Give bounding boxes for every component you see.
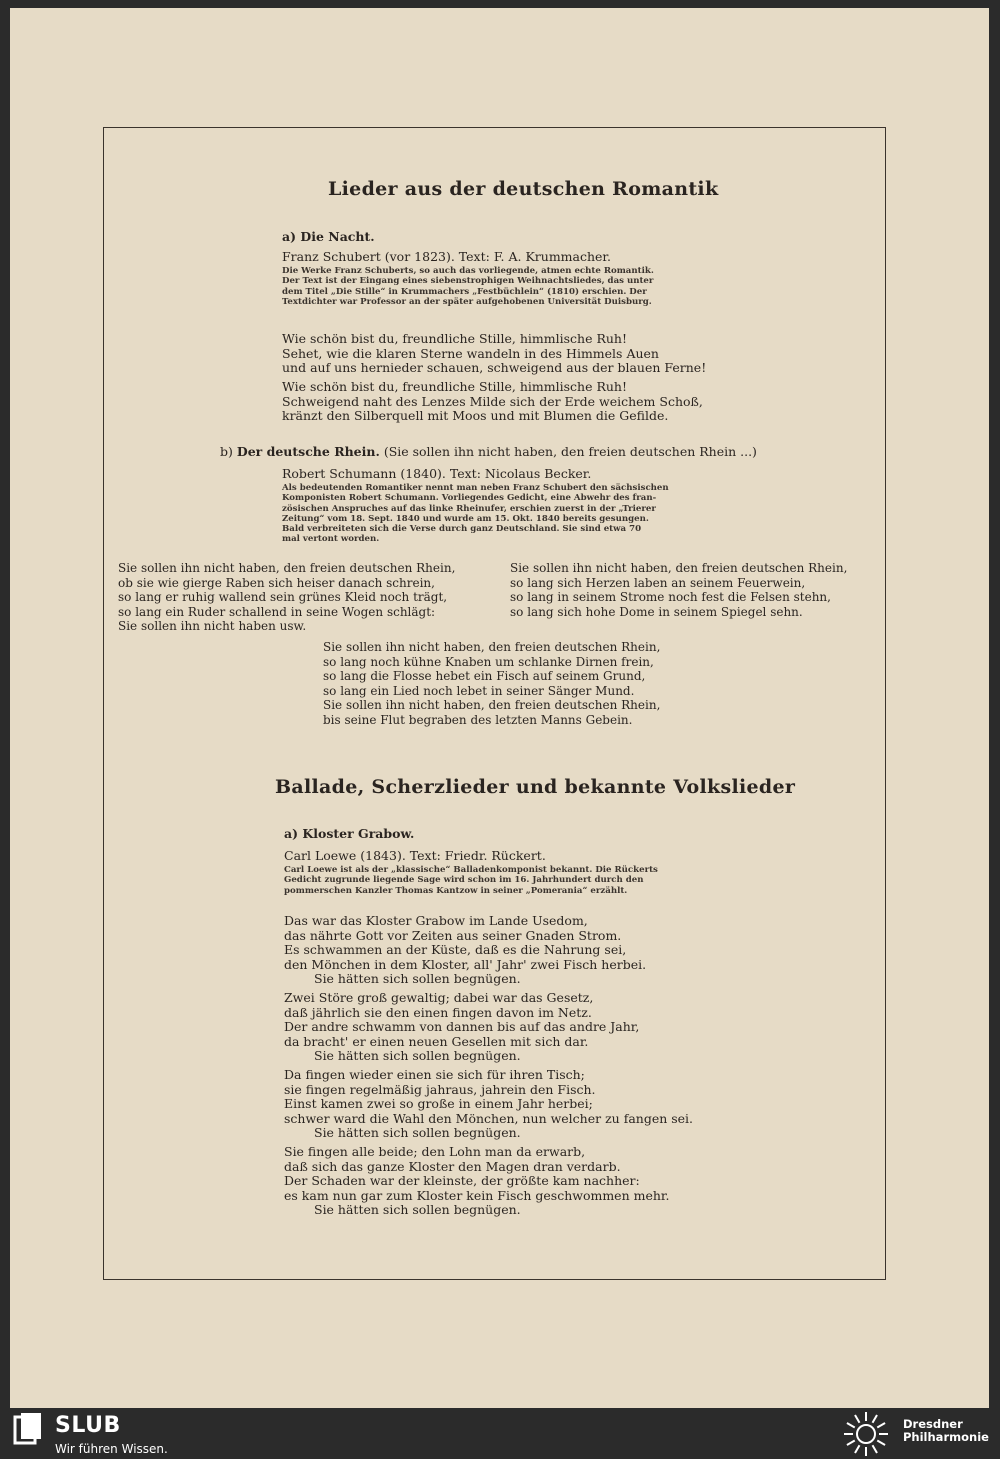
item-c-composer: Carl Loewe (1843). Text: Friedr. Rückert. [284, 848, 546, 863]
ballad-stanza-1 [284, 914, 646, 987]
note-line: Als bedeutenden Romantiker nennt man neben Franz Schubert den sächsischen [282, 483, 669, 493]
section2-title: Ballade, Scherzlieder und bekannte Volkslieder [275, 776, 796, 798]
philharmonie-logo-icon[interactable] [842, 1411, 890, 1457]
item-b-note [282, 483, 669, 545]
note-line: pommerschen Kanzler Thomas Kantzow in seiner „Pomerania“ erzählt. [284, 885, 628, 896]
item-a-stanza-2 [282, 380, 703, 424]
note-line: zösischen Anspruches auf das linke Rheinufer, erschien zuerst in der „Trierer [282, 503, 656, 514]
item-b-stanza-right [510, 561, 847, 619]
item-a-note [282, 266, 654, 307]
verse-line: daß sich das ganze Kloster den Magen dran verdarb. [284, 1158, 621, 1174]
verse-line: Zwei Störe groß gewaltig; dabei war das Gesetz, [284, 990, 594, 1005]
item-a-label: a) [282, 229, 297, 244]
philharmonie-line-2: Philharmonie [903, 1430, 989, 1444]
verse-line: kränzt den Silberquell mit Moos und mit Blumen die Gefilde. [282, 408, 669, 424]
verse-line: Sie fingen alle beide; den Lohn man da erwarb, [284, 1144, 586, 1159]
item-b-stanza-center [323, 640, 660, 728]
item-b-label: b) [220, 444, 233, 459]
ballad-stanza-2 [284, 991, 639, 1064]
verse-line: so lang ein Lied noch lebet in seiner Sänger Mund. [323, 683, 635, 698]
item-c-heading [284, 826, 414, 841]
footer-bar [0, 1408, 1000, 1459]
verse-line: daß jährlich sie den einen fingen davon im Netz. [284, 1004, 592, 1020]
item-b-composer: Robert Schumann (1840). Text: Nicolaus Becker. [282, 466, 592, 481]
slub-brand[interactable]: SLUB [55, 1413, 121, 1438]
verse-line: Sie sollen ihn nicht haben, den freien deutschen Rhein, [323, 698, 661, 713]
verse-line: Das war das Kloster Grabow im Lande Usedom, [284, 913, 588, 928]
verse-line: da bracht' er einen neuen Gesellen mit sich dar. [284, 1033, 589, 1049]
verse-line: und auf uns hernieder schauen, schweigend aus der blauen Ferne! [282, 360, 707, 376]
verse-line: so lang in seinem Strome noch fest die Felsen stehn, [510, 590, 831, 605]
verse-line: Der andre schwamm von dannen bis auf das andre Jahr, [284, 1019, 640, 1035]
verse-line: Es schwammen an der Küste, daß es die Nahrung sei, [284, 942, 627, 958]
ballad-stanza-4 [284, 1145, 669, 1218]
verse-line: Der Schaden war der kleinste, der größte kam nachher: [284, 1173, 640, 1189]
slub-logo-icon[interactable] [12, 1413, 42, 1447]
item-a-composer: Franz Schubert (vor 1823). Text: F. A. Krummacher. [282, 249, 612, 264]
item-a-stanza-1 [282, 332, 706, 376]
item-b-stanza-left [118, 561, 455, 634]
note-line: dem Titel „Die Stille“ in Krummachers „Festbüchlein“ (1810) erschien. Der [282, 286, 647, 297]
item-b-title: Der deutsche Rhein. [236, 444, 380, 459]
verse-line: ob sie wie gierge Raben sich heiser danach schrein, [118, 575, 435, 590]
verse-line: Einst kamen zwei so große in einem Jahr herbei; [284, 1096, 593, 1112]
item-a-title: Die Nacht. [300, 229, 375, 244]
note-line: Komponisten Robert Schumann. Vorliegendes Gedicht, eine Abwehr des fran- [282, 493, 657, 504]
ballad-stanza-3 [284, 1068, 693, 1141]
item-b-heading [220, 444, 757, 459]
refrain-line: Sie hätten sich sollen begnügen. [314, 971, 521, 987]
verse-line: so lang sich Herzen laben an seinem Feuerwein, [510, 575, 806, 590]
refrain-line: Sie hätten sich sollen begnügen. [314, 1125, 521, 1141]
section1-title: Lieder aus der deutschen Romantik [328, 178, 719, 200]
note-line: Textdichter war Professor an der später aufgehobenen Universität Duisburg. [282, 296, 652, 307]
verse-line: bis seine Flut begraben des letzten Manns Gebein. [323, 712, 633, 727]
note-line: Die Werke Franz Schuberts, so auch das vorliegende, atmen echte Romantik. [282, 266, 654, 276]
refrain-line: Sie hätten sich sollen begnügen. [314, 1048, 521, 1064]
verse-line: Wie schön bist du, freundliche Stille, himmlische Ruh! [282, 379, 627, 394]
note-line: Bald verbreiteten sich die Verse durch ganz Deutschland. Sie sind etwa 70 [282, 524, 642, 535]
verse-line: schwer ward die Wahl den Mönchen, nun welcher zu fangen sei. [284, 1110, 694, 1126]
verse-line: so lang sich hohe Dome in seinem Spiegel sehn. [510, 604, 803, 619]
verse-line: sie fingen regelmäßig jahraus, jahrein den Fisch. [284, 1081, 596, 1097]
item-c-note [284, 865, 658, 896]
verse-line: so lang er ruhig wallend sein grünes Kleid noch trägt, [118, 590, 448, 605]
verse-line: den Mönchen in dem Kloster, all' Jahr' zwei Fisch herbei. [284, 956, 647, 972]
item-a-heading [282, 229, 375, 244]
refrain-line: Sie hätten sich sollen begnügen. [314, 1202, 521, 1218]
philharmonie-name[interactable] [903, 1418, 989, 1444]
verse-line: Schweigend naht des Lenzes Milde sich der Erde weichem Schoß, [282, 393, 703, 409]
note-line: mal vertont worden. [282, 534, 380, 545]
verse-line: Sie sollen ihn nicht haben, den freien deutschen Rhein, [510, 561, 848, 575]
paper-page [10, 8, 989, 1408]
verse-line: Sie sollen ihn nicht haben, den freien deutschen Rhein, [323, 640, 661, 654]
note-line: Gedicht zugrunde liegende Sage wird schon im 16. Jahrhundert durch den [284, 875, 644, 886]
verse-line: Sie sollen ihn nicht haben, den freien deutschen Rhein, [118, 561, 456, 575]
verse-line: Da fingen wieder einen sie sich für ihren Tisch; [284, 1067, 585, 1082]
verse-line: Wie schön bist du, freundliche Stille, himmlische Ruh! [282, 331, 627, 346]
item-b-subtitle: (Sie sollen ihn nicht haben, den freien deutschen Rhein ...) [383, 444, 757, 459]
verse-line: es kam nun gar zum Kloster kein Fisch geschwommen mehr. [284, 1187, 670, 1203]
item-c-title: Kloster Grabow. [302, 826, 415, 841]
verse-line: das nährte Gott vor Zeiten aus seiner Gnaden Strom. [284, 927, 622, 943]
philharmonie-line-1: Dresdner [903, 1417, 963, 1431]
note-line: Carl Loewe ist als der „klassische“ Balladenkomponist bekannt. Die Rückerts [284, 865, 658, 875]
verse-line: so lang die Flosse hebet ein Fisch auf seinem Grund, [323, 669, 646, 684]
slub-tagline: Wir führen Wissen. [55, 1442, 168, 1456]
verse-line: Sie sollen ihn nicht haben usw. [118, 619, 307, 634]
note-line: Zeitung“ vom 18. Sept. 1840 und wurde am 15. Okt. 1840 bereits gesungen. [282, 513, 649, 524]
verse-line: so lang ein Ruder schallend in seine Wogen schlägt: [118, 604, 436, 619]
verse-line: Sehet, wie die klaren Sterne wandeln in des Himmels Auen [282, 345, 659, 361]
verse-line: so lang noch kühne Knaben um schlanke Dirnen frein, [323, 654, 654, 669]
note-line: Der Text ist der Eingang eines siebenstrophigen Weihnachtsliedes, das unter [282, 276, 654, 287]
item-c-label: a) [284, 826, 299, 841]
